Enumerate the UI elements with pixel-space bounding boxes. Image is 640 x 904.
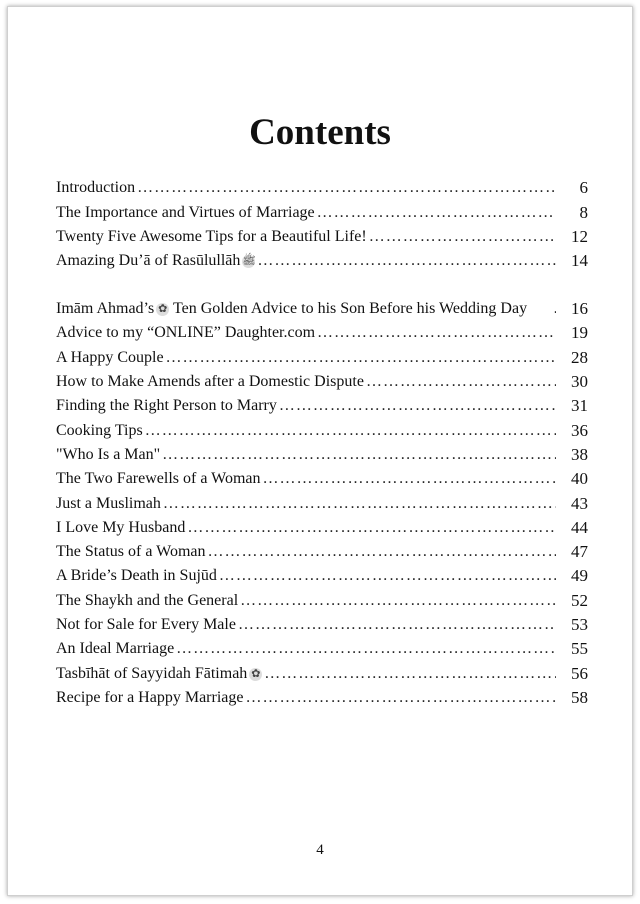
toc-entry-title: A Happy Couple xyxy=(56,348,164,366)
toc-entry-title: Introduction xyxy=(56,179,136,197)
dot-leader xyxy=(257,251,556,270)
toc-entry-page: 14 xyxy=(571,251,588,271)
toc-entry-not-for-sale[interactable] xyxy=(56,610,588,634)
toc-entry-two-farewells[interactable] xyxy=(56,464,588,488)
toc-entry-recipe[interactable] xyxy=(56,683,588,707)
toc-entry-tasbihat[interactable] xyxy=(56,658,588,682)
dot-leader xyxy=(553,299,556,318)
toc-entry-title: Not for Sale for Every Male xyxy=(56,616,236,634)
toc-entry-twenty-five-tips[interactable] xyxy=(56,222,588,246)
toc-entry-title: Finding the Right Person to Marry xyxy=(56,397,277,415)
toc-entry-title: The Status of a Woman xyxy=(56,543,206,561)
dot-leader xyxy=(366,372,556,391)
toc-entry-page: 28 xyxy=(571,347,588,367)
toc-entry-page: 55 xyxy=(571,639,588,659)
toc-entry-title: Advice to my “ONLINE” Daughter.com xyxy=(56,324,316,342)
page-title: Contents xyxy=(249,112,391,153)
dot-leader xyxy=(264,664,556,683)
toc-entry-title: A Bride’s Death in Sujūd xyxy=(56,567,217,585)
dot-leader xyxy=(166,348,556,367)
toc-entry-right-person[interactable] xyxy=(56,391,588,415)
dot-leader xyxy=(219,566,556,585)
toc-entry-title-text: Imām Ahmad’s xyxy=(56,300,155,318)
toc-entry-page: 52 xyxy=(571,590,588,610)
toc-entry-page: 58 xyxy=(571,687,588,707)
toc-entry-page: 30 xyxy=(571,372,588,392)
toc-entry-love-my-husband[interactable] xyxy=(56,513,588,537)
dot-leader xyxy=(162,445,556,464)
toc-entry-title xyxy=(56,251,255,270)
dot-leader xyxy=(176,639,556,658)
toc-entry-page: 56 xyxy=(571,663,588,683)
toc-entry-brides-death[interactable] xyxy=(56,561,588,585)
toc-entry-title: I Love My Husband xyxy=(56,518,186,536)
toc-entry-title: How to Make Amends after a Domestic Dispute xyxy=(56,373,364,391)
dot-leader xyxy=(187,518,556,537)
rh-honorific-icon: ✿ xyxy=(158,303,168,316)
dot-leader xyxy=(245,688,556,707)
dot-leader xyxy=(137,178,556,197)
toc-entry-importance-virtues[interactable] xyxy=(56,197,588,221)
toc-entry-title: Recipe for a Happy Marriage xyxy=(56,688,244,706)
toc-entry-page: 47 xyxy=(571,542,588,562)
dot-leader xyxy=(317,203,556,222)
toc-entry-title: Cooking Tips xyxy=(56,421,143,439)
toc-entry-title: Just a Muslimah xyxy=(56,494,161,512)
dot-leader xyxy=(317,323,556,342)
toc-entry-title xyxy=(56,664,262,683)
toc-entry-amazing-dua[interactable] xyxy=(56,246,588,270)
toc-entry-title-text: Tasbīhāt of Sayyidah Fātimah xyxy=(56,664,248,682)
toc-entry-page: 49 xyxy=(571,566,588,586)
toc-entry-page: 6 xyxy=(579,178,588,198)
dot-leader xyxy=(208,542,557,561)
toc-entry-page: 19 xyxy=(571,323,588,343)
dot-leader xyxy=(238,615,556,634)
page-number: 4 xyxy=(316,842,324,858)
toc-entry-imam-ahmad[interactable] xyxy=(56,270,588,318)
table-of-contents xyxy=(56,173,588,707)
dot-leader xyxy=(163,494,556,513)
toc-entry-just-a-muslimah[interactable] xyxy=(56,488,588,512)
toc-entry-title: The Two Farewells of a Woman xyxy=(56,470,261,488)
toc-entry-online-daughter[interactable] xyxy=(56,318,588,342)
toc-entry-title: The Shaykh and the General xyxy=(56,591,239,609)
toc-entry-page: 31 xyxy=(571,396,588,416)
toc-entry-shaykh-general[interactable] xyxy=(56,585,588,609)
toc-entry-page: 16 xyxy=(571,299,588,319)
document-page xyxy=(7,6,633,896)
dot-leader xyxy=(145,421,556,440)
toc-entry-cooking-tips[interactable] xyxy=(56,415,588,439)
toc-entry-title: "Who Is a Man" xyxy=(56,445,161,463)
toc-entry-title-cont: Ten Golden Advice to his Son Before his Wedding Day xyxy=(172,300,528,318)
toc-entry-page: 43 xyxy=(571,493,588,513)
dot-leader xyxy=(263,469,556,488)
toc-entry-page: 36 xyxy=(571,420,588,440)
toc-entry-title: Twenty Five Awesome Tips for a Beautiful Life! xyxy=(56,227,367,245)
toc-entry-page: 8 xyxy=(579,202,588,222)
toc-entry-happy-couple[interactable] xyxy=(56,342,588,366)
toc-entry-who-is-a-man[interactable] xyxy=(56,440,588,464)
toc-entry-page: 53 xyxy=(571,615,588,635)
toc-entry-make-amends[interactable] xyxy=(56,367,588,391)
toc-entry-title-text: Amazing Du’ā of Rasūlullāh xyxy=(56,252,241,270)
toc-entry-status-of-woman[interactable] xyxy=(56,537,588,561)
ra-honorific-icon: ✿ xyxy=(251,667,261,680)
toc-entry-title xyxy=(56,299,551,318)
dot-leader xyxy=(279,396,556,415)
toc-entry-title: An Ideal Marriage xyxy=(56,640,175,658)
toc-entry-ideal-marriage[interactable] xyxy=(56,634,588,658)
toc-entry-page: 12 xyxy=(571,226,588,246)
dot-leader xyxy=(369,227,556,246)
saw-honorific-icon: ﷺ xyxy=(242,255,256,268)
dot-leader xyxy=(240,591,556,610)
toc-entry-page: 38 xyxy=(571,444,588,464)
toc-entry-page: 44 xyxy=(571,517,588,537)
toc-entry-introduction[interactable] xyxy=(56,173,588,197)
toc-entry-page: 40 xyxy=(571,469,588,489)
toc-entry-title: The Importance and Virtues of Marriage xyxy=(56,203,315,221)
